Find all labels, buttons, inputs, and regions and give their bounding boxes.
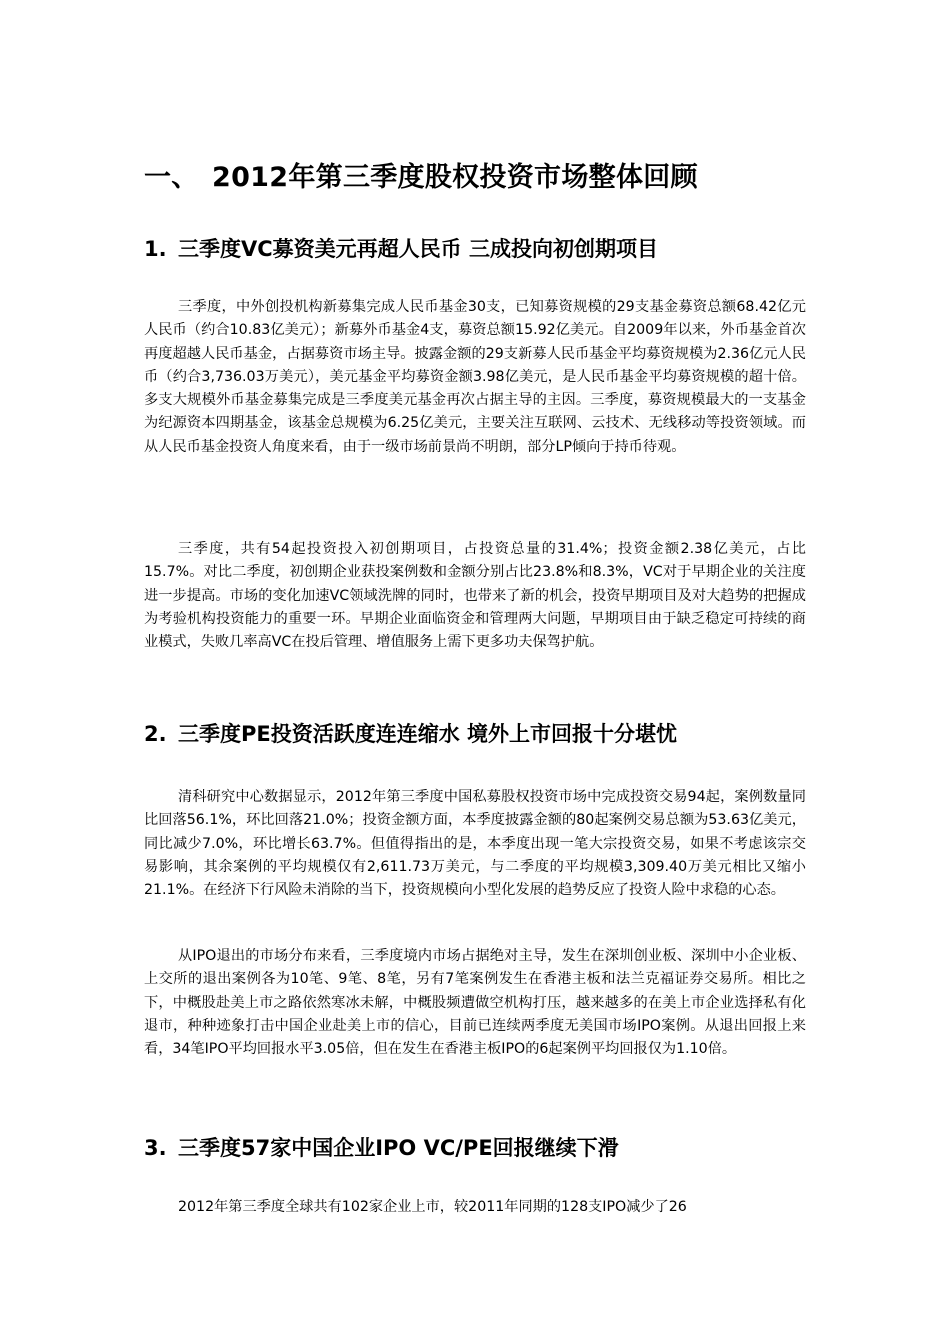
section-number: 一、 [144,162,199,193]
paragraph: 2012年第三季度全球共有102家企业上市，较2011年同期的128支IPO减少了26 [178,1199,687,1215]
section-title: 2012年第三季度股权投资市场整体回顾 [212,162,698,193]
subsection-heading-3 [144,1133,619,1163]
subsection-number: 1. [144,237,167,261]
paragraph: 三季度，中外创投机构新募集完成人民币基金30支，已知募资规模的29支基金募资总额68.42亿元人民币（约合10.83亿美元）；新募外币基金4支，募资总额15.92亿美元。自2009年以来，外币基金首次再度超越人民币基金，占据募资市场主导。披露金额的29支新募人民币基金平均募资规模为2.36亿元人民币（约合3,736.03万美元），美元基金平均募资金额3.98亿美元，是人民币基金平均募资规模的超十倍。多支大规模外币基金募集完成是三季度美元基金再次占据主导的主因。三季度，募资规模最大的一支基金为纪源资本四期基金，该基金总规模为6.25亿美元，主要关注互联网、云技术、无线移动等投资领域。而从人民币基金投资人角度来看，由于一级市场前景尚不明朗，部分LP倾向于持币待观。 [144,299,806,455]
subsection-number: 3. [144,1136,167,1160]
subsection-title: 三季度57家中国企业IPO VC/PE回报继续下滑 [178,1136,619,1160]
subsection-heading-1 [144,234,658,264]
subsection-title: 三季度VC募资美元再超人民币 三成投向初创期项目 [178,237,658,261]
subsection-heading-2 [144,719,677,749]
paragraph: 从IPO退出的市场分布来看，三季度境内市场占据绝对主导，发生在深圳创业板、深圳中小企业板、上交所的退出案例各为10笔、9笔、8笔，另有7笔案例发生在香港主板和法兰克福证券交易所。相比之下，中概股赴美上市之路依然寒冰未解，中概股频遭做空机构打压，越来越多的在美上市企业选择私有化退市，种种迹象打击中国企业赴美上市的信心，目前已连续两季度无美国市场IPO案例。从退出回报上来看，34笔IPO平均回报水平3.05倍，但在发生在香港主板IPO的6起案例平均回报仅为1.10倍。 [144,948,806,1058]
subsection-title: 三季度PE投资活跃度连连缩水 境外上市回报十分堪忧 [178,722,678,746]
paragraph: 三季度，共有54起投资投入初创期项目，占投资总量的31.4%；投资金额2.38亿美元，占比15.7%。对比二季度，初创期企业获投案例数和金额分别占比23.8%和8.3%，VC对于早期企业的关注度进一步提高。市场的变化加速VC领域洗牌的同时，也带来了新的机会，投资早期项目及对大趋势的把握成为考验机构投资能力的重要一环。早期企业面临资金和管理两大问题，早期项目由于缺乏稳定可持续的商业模式，失败几率高VC在投后管理、增值服务上需下更多功夫保驾护航。 [144,541,806,651]
section-heading [144,158,698,198]
paragraph: 清科研究中心数据显示，2012年第三季度中国私募股权投资市场中完成投资交易94起，案例数量同比回落56.1%，环比回落21.0%；投资金额方面，本季度披露金额的80起案例交易总额为53.63亿美元，同比减少7.0%，环比增长63.7%。但值得指出的是，本季度出现一笔大宗投资交易，如果不考虑该宗交易影响，其余案例的平均规模仅有2,611.73万美元，与二季度的平均规模3,309.40万美元相比又缩小21.1%。在经济下行风险未消除的当下，投资规模向小型化发展的趋势反应了投资人险中求稳的心态。 [144,789,806,899]
subsection-number: 2. [144,722,167,746]
